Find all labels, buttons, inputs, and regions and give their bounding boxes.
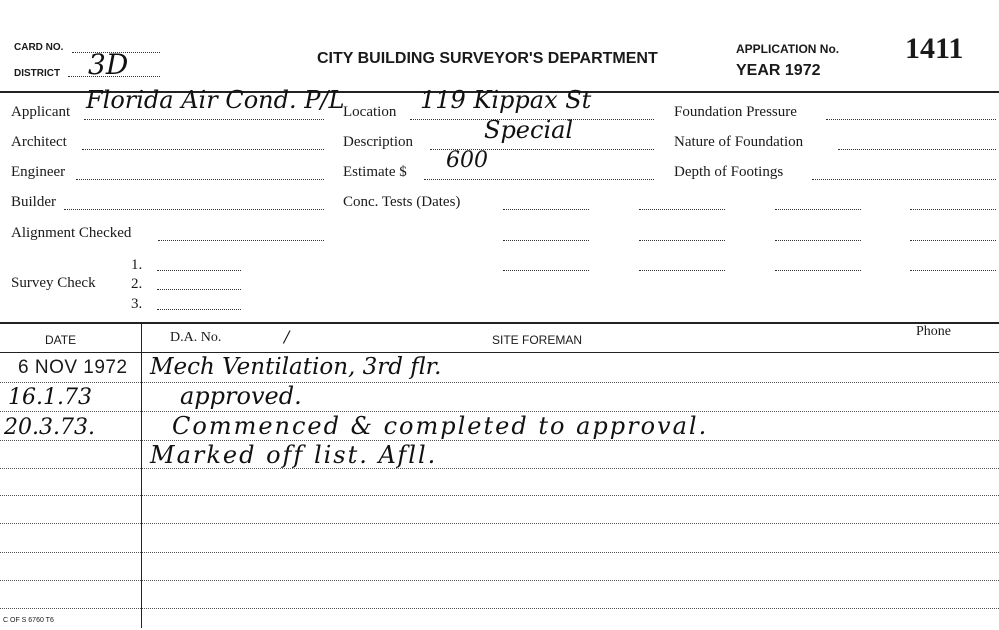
log-entry-date: 20.3.73.: [4, 415, 95, 440]
alignment-line: [158, 240, 324, 241]
foundation-pressure-label: Foundation Pressure: [674, 104, 797, 120]
log-entry-text: Commenced & completed to approval.: [172, 412, 709, 440]
conc-line-r1-d: [910, 209, 996, 210]
location-value: 119 Kippax St: [420, 86, 592, 114]
conc-line-r3-a: [503, 270, 589, 271]
year-value: 1972: [784, 62, 821, 79]
log-entry-text: approved.: [180, 382, 302, 410]
log-da-no-value: /: [284, 327, 290, 346]
district-value: 3D: [88, 48, 129, 81]
conc-line-r2-d: [910, 240, 996, 241]
architect-line: [82, 149, 324, 150]
engineer-line: [76, 179, 324, 180]
applicant-value: Florida Air Cond. P/L: [86, 86, 345, 114]
conc-line-r1-c: [775, 209, 861, 210]
conc-line-r1-b: [639, 209, 725, 210]
survey-num-1: 1.: [131, 257, 143, 273]
survey-line-1: [157, 270, 241, 271]
log-header-border: [0, 352, 999, 353]
log-row-line: [0, 495, 999, 496]
year-label: [736, 62, 821, 80]
conc-line-r2-a: [503, 240, 589, 241]
log-top-border: [0, 322, 999, 324]
application-no-label: APPLICATION No.: [736, 42, 840, 56]
survey-num-2: 2.: [131, 276, 143, 292]
log-row-line: [0, 382, 999, 383]
conc-line-r1-a: [503, 209, 589, 210]
log-row-line: [0, 608, 999, 609]
engineer-label: Engineer: [11, 164, 66, 180]
conc-line-r3-c: [775, 270, 861, 271]
conc-line-r3-d: [910, 270, 996, 271]
location-label: Location: [343, 104, 397, 120]
estimate-line: [424, 179, 654, 180]
log-date-divider: [141, 324, 142, 628]
nature-foundation-label: Nature of Foundation: [674, 134, 804, 150]
application-no-value: 1411: [905, 32, 964, 65]
department-title: CITY BUILDING SURVEYOR'S DEPARTMENT: [317, 50, 658, 67]
district-label: DISTRICT: [14, 68, 61, 79]
log-entry-date: 16.1.73: [8, 385, 92, 410]
depth-footings-label: Depth of Footings: [674, 164, 784, 180]
architect-label: Architect: [11, 134, 67, 150]
log-entry-date: 6 NOV 1972: [18, 357, 128, 378]
estimate-label: Estimate $: [343, 164, 407, 180]
log-date-header: DATE: [45, 333, 77, 347]
conc-line-r3-b: [639, 270, 725, 271]
estimate-value: 600: [446, 148, 488, 173]
builder-line: [64, 209, 324, 210]
depth-footings-line: [812, 179, 996, 180]
log-row-line: [0, 523, 999, 524]
conc-line-r2-b: [639, 240, 725, 241]
log-entry-text: Marked off list. Afll.: [150, 441, 438, 469]
survey-num-3: 3.: [131, 296, 143, 312]
applicant-label: Applicant: [11, 104, 71, 120]
survey-line-2: [157, 289, 241, 290]
survey-line-3: [157, 309, 241, 310]
log-da-no-label: D.A. No.: [170, 330, 222, 345]
card-no-label: CARD NO.: [14, 42, 64, 53]
log-entry-text: Mech Ventilation, 3rd flr.: [150, 354, 442, 380]
log-site-foreman-label: SITE FOREMAN: [492, 333, 583, 347]
log-phone-label: Phone: [916, 324, 951, 339]
nature-foundation-line: [838, 149, 996, 150]
alignment-label: Alignment Checked: [11, 225, 132, 241]
conc-tests-label: Conc. Tests (Dates): [343, 194, 461, 210]
year-label-text: YEAR: [736, 62, 781, 79]
form-code: C OF S 6760 T6: [3, 617, 54, 624]
description-value: Special: [484, 116, 574, 144]
survey-check-label: Survey Check: [11, 275, 96, 291]
conc-line-r2-c: [775, 240, 861, 241]
applicant-line: [84, 119, 324, 120]
foundation-pressure-line: [826, 119, 996, 120]
description-label: Description: [343, 134, 413, 150]
log-row-line: [0, 552, 999, 553]
builder-label: Builder: [11, 194, 56, 210]
log-row-line: [0, 580, 999, 581]
